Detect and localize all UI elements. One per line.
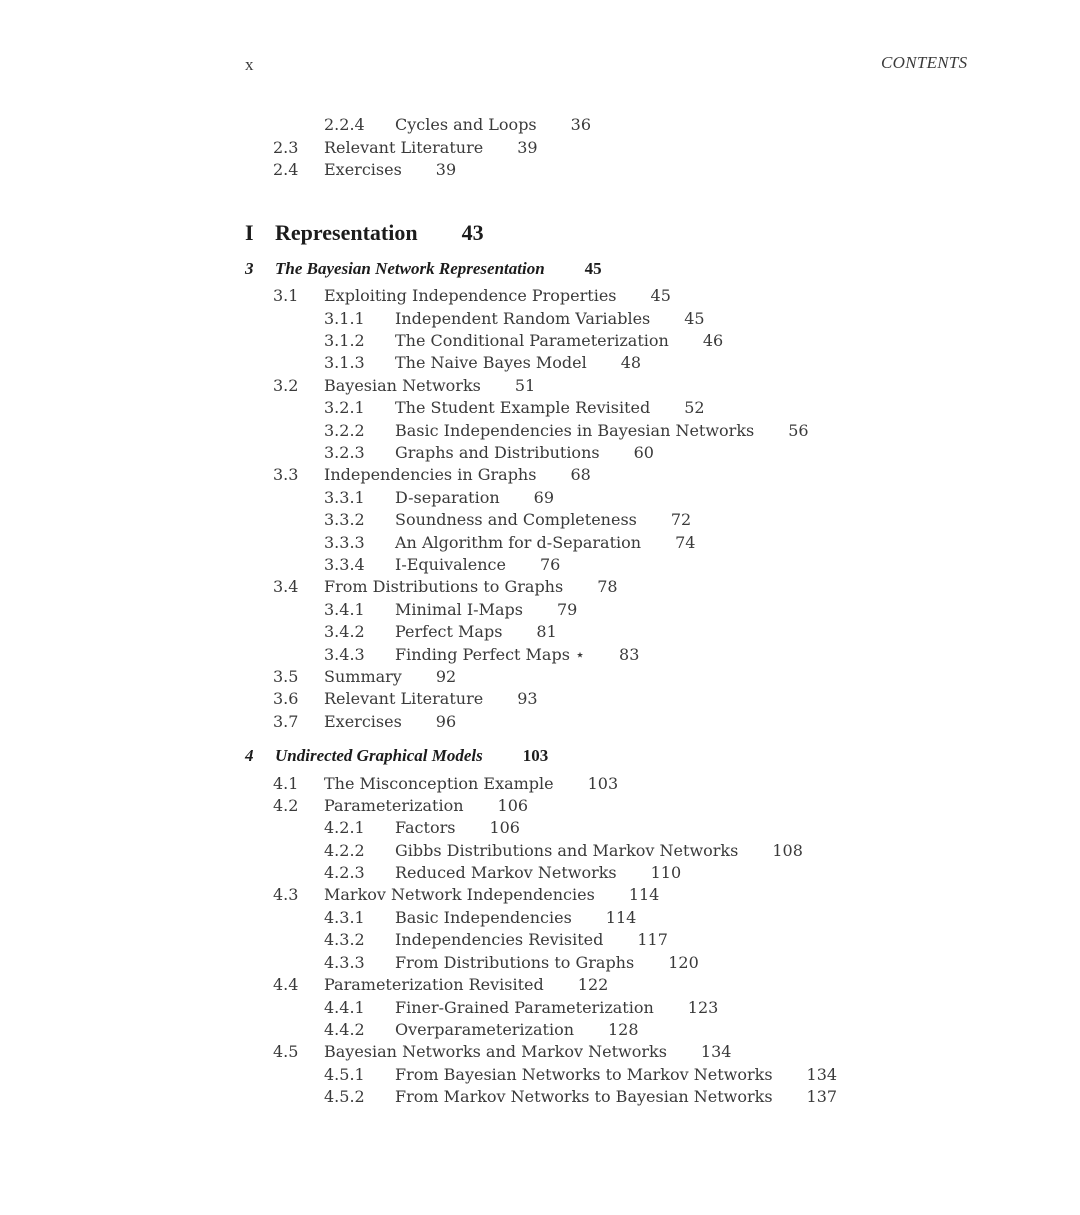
entry-page: 106: [497, 796, 529, 815]
entry-number: 4.3: [273, 885, 299, 904]
entry-title[interactable]: Exploiting Independence Properties: [324, 286, 617, 305]
entry-title[interactable]: Overparameterization: [395, 1020, 574, 1039]
page-number: x: [245, 55, 254, 74]
entry-page: 76: [539, 555, 561, 574]
entry-page: 39: [517, 138, 538, 157]
entry-page: 134: [700, 1042, 732, 1061]
entry-number: 3.6: [273, 689, 299, 708]
entry-title[interactable]: Summary: [324, 667, 402, 686]
entry-number: 4.3.3: [324, 953, 365, 972]
entry-page: 45: [650, 286, 671, 305]
entry-title[interactable]: Basic Independencies in Bayesian Networks: [395, 421, 755, 440]
entry-title[interactable]: Finding Perfect Maps ⋆: [395, 645, 586, 664]
entry-page: 92: [435, 667, 457, 686]
part-number: I: [245, 220, 254, 245]
entry-title[interactable]: The Naive Bayes Model: [395, 353, 587, 372]
entry-number: 4.5: [273, 1042, 299, 1061]
entry-page: 122: [577, 975, 609, 994]
entry-title[interactable]: Gibbs Distributions and Markov Networks: [395, 841, 739, 860]
entry-page: 52: [684, 398, 705, 417]
entry-title[interactable]: From Bayesian Networks to Markov Networks: [395, 1065, 773, 1084]
entry-number: 4.2.1: [324, 818, 365, 837]
entry-page: 128: [608, 1020, 639, 1039]
entry-page: 79: [556, 600, 578, 619]
entry-page: 114: [628, 885, 660, 904]
entry-page: 45: [684, 309, 705, 328]
entry-page: 93: [517, 689, 538, 708]
entry-number: 3.2.2: [324, 421, 365, 440]
entry-number: 3.7: [273, 712, 299, 731]
entry-title[interactable]: Bayesian Networks and Markov Networks: [324, 1042, 667, 1061]
entry-page: 48: [620, 353, 642, 372]
entry-number: 4.4: [273, 975, 299, 994]
running-title: CONTENTS: [881, 53, 968, 72]
entry-page: 120: [668, 953, 699, 972]
entry-page: 56: [788, 421, 809, 440]
entry-number: 4.2: [273, 796, 299, 815]
entry-page: 106: [489, 818, 520, 837]
entry-page: 110: [650, 863, 682, 882]
entry-title[interactable]: From Distributions to Graphs: [324, 577, 564, 596]
entry-page: 68: [570, 465, 591, 484]
chapter-title[interactable]: Undirected Graphical Models: [275, 746, 483, 765]
entry-title[interactable]: Exercises: [324, 160, 402, 179]
entry-number: 3.1.2: [324, 331, 365, 350]
entry-number: 4.3.2: [324, 930, 365, 949]
entry-page: 74: [675, 533, 696, 552]
entry-page: 78: [597, 577, 618, 596]
entry-title[interactable]: An Algorithm for d-Separation: [395, 533, 642, 552]
entry-number: 3.4.3: [324, 645, 365, 664]
entry-page: 114: [605, 908, 637, 927]
chapter-number: 4: [245, 746, 254, 765]
entry-title[interactable]: Minimal I-Maps: [395, 600, 523, 619]
entry-title[interactable]: Parameterization: [324, 796, 464, 815]
entry-number: 4.1: [273, 774, 299, 793]
entry-number: 4.3.1: [324, 908, 365, 927]
entry-title[interactable]: From Distributions to Graphs: [395, 953, 635, 972]
entry-page: 117: [637, 930, 668, 949]
entry-title[interactable]: Cycles and Loops: [395, 115, 537, 134]
entry-title[interactable]: I-Equivalence: [395, 555, 506, 574]
entry-title[interactable]: Independencies Revisited: [395, 930, 604, 949]
entry-title[interactable]: Exercises: [324, 712, 402, 731]
entry-number: 3.5: [273, 667, 299, 686]
entry-page: 134: [806, 1065, 838, 1084]
entry-title[interactable]: Finer-Grained Parameterization: [395, 998, 654, 1017]
entry-page: 103: [587, 774, 619, 793]
entry-page: 81: [536, 622, 557, 641]
entry-title[interactable]: Relevant Literature: [324, 138, 484, 157]
entry-page: 60: [633, 443, 654, 462]
entry-number: 3.2: [273, 376, 299, 395]
entry-title[interactable]: D-separation: [395, 488, 500, 507]
entry-title[interactable]: Independencies in Graphs: [324, 465, 537, 484]
entry-title[interactable]: Perfect Maps: [395, 622, 503, 641]
entry-title[interactable]: Basic Independencies: [395, 908, 572, 927]
entry-number: 3.3.4: [324, 555, 365, 574]
entry-page: 69: [533, 488, 555, 507]
entry-page: 123: [687, 998, 719, 1017]
entry-number: 4.5.1: [324, 1065, 365, 1084]
entry-title[interactable]: Parameterization Revisited: [324, 975, 544, 994]
entry-number: 3.3.3: [324, 533, 365, 552]
chapter-page: 103: [522, 746, 549, 765]
part-page: 43: [461, 220, 484, 245]
part-heading: [245, 220, 484, 246]
entry-page: 137: [806, 1087, 838, 1106]
entry-number: 2.3: [273, 138, 299, 157]
entry-title[interactable]: Markov Network Independencies: [324, 885, 595, 904]
entry-number: 3.1.1: [324, 309, 365, 328]
entry-title[interactable]: The Student Example Revisited: [395, 398, 651, 417]
entry-title[interactable]: Soundness and Completeness: [395, 510, 637, 529]
entry-number: 3.4: [273, 577, 299, 596]
entry-number: 4.4.2: [324, 1020, 365, 1039]
entry-title[interactable]: Graphs and Distributions: [395, 443, 600, 462]
entry-number: 3.3: [273, 465, 299, 484]
entry-page: 46: [702, 331, 724, 350]
part-title: Representation: [275, 220, 418, 245]
entry-number: 3.4.2: [324, 622, 365, 641]
entry-number: 3.2.3: [324, 443, 365, 462]
entry-title[interactable]: From Markov Networks to Bayesian Networks: [395, 1087, 773, 1106]
entry-number: 4.4.1: [324, 998, 365, 1017]
entry-number: 3.4.1: [324, 600, 365, 619]
entry-number: 4.2.2: [324, 841, 365, 860]
entry-number: 2.2.4: [324, 115, 365, 134]
chapter-page: 45: [584, 259, 602, 278]
entry-title[interactable]: Bayesian Networks: [324, 376, 481, 395]
entry-number: 3.1: [273, 286, 299, 305]
entry-title[interactable]: The Misconception Example: [324, 774, 554, 793]
entry-page: 39: [435, 160, 457, 179]
entry-number: 2.4: [273, 160, 299, 179]
entry-title[interactable]: Reduced Markov Networks: [395, 863, 617, 882]
entry-page: 36: [570, 115, 591, 134]
entry-page: 83: [619, 645, 640, 664]
entry-number: 3.3.1: [324, 488, 365, 507]
entry-title[interactable]: Relevant Literature: [324, 689, 484, 708]
entry-page: 96: [435, 712, 457, 731]
entry-number: 4.2.3: [324, 863, 365, 882]
entry-title[interactable]: The Conditional Parameterization: [395, 331, 669, 350]
chapter-number: 3: [245, 259, 254, 278]
entry-number: 3.3.2: [324, 510, 365, 529]
entry-page: 108: [772, 841, 803, 860]
entry-number: 3.2.1: [324, 398, 365, 417]
entry-page: 51: [514, 376, 536, 395]
entry-number: 3.1.3: [324, 353, 365, 372]
entry-title[interactable]: Independent Random Variables: [395, 309, 651, 328]
entry-number: 4.5.2: [324, 1087, 365, 1106]
entry-title[interactable]: Factors: [395, 818, 456, 837]
entry-page: 72: [670, 510, 692, 529]
chapter-title[interactable]: The Bayesian Network Representation: [275, 259, 545, 278]
